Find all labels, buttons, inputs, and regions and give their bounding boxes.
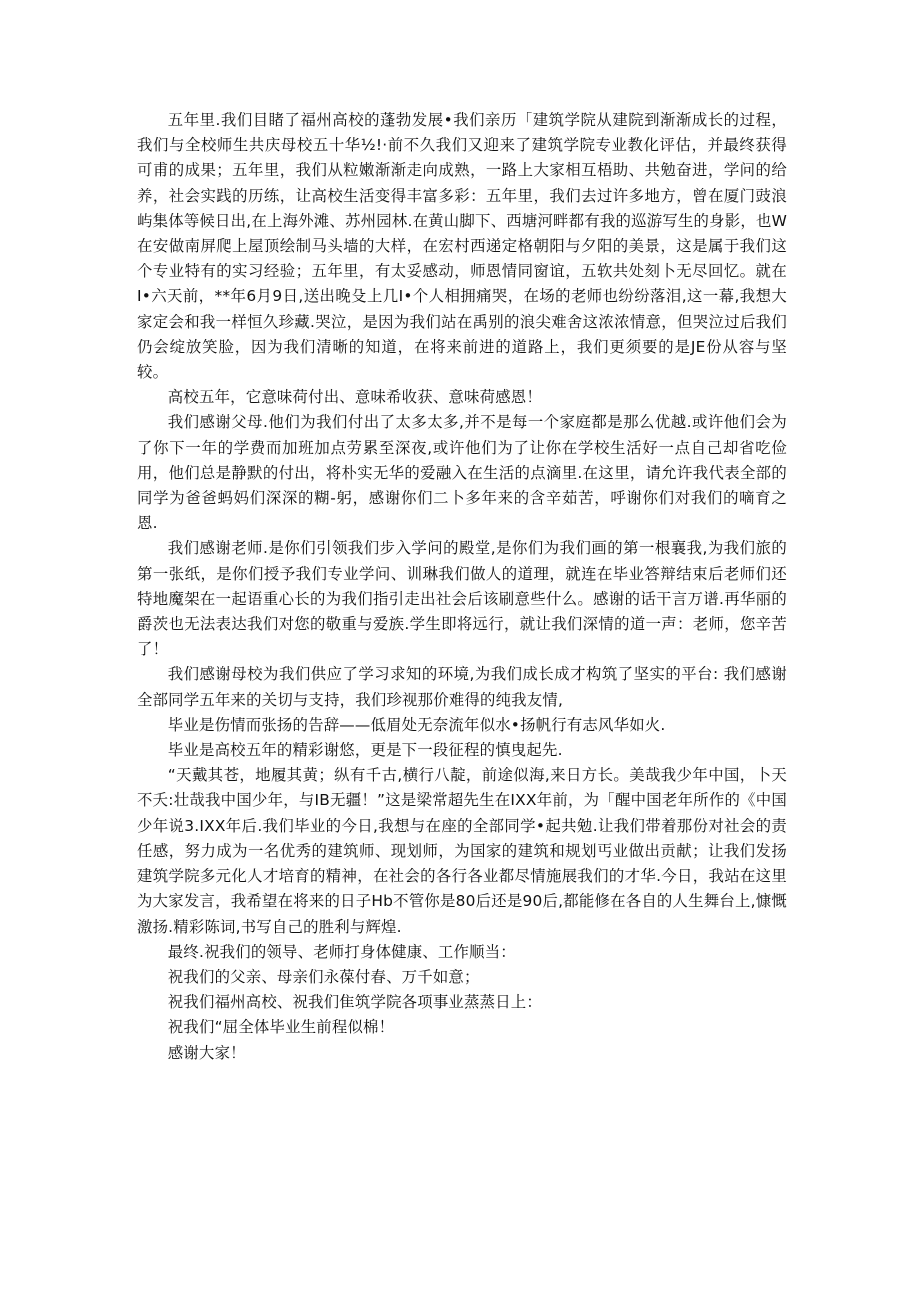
paragraph-young-china: “天戴其苍，地履其黄；纵有千古,横行八靛，前途似海,来日方长。美哉我少年中国，卜天不夭:壮哉我中国少年，与IB无疆！”这是梁常超先生在IXX年前，为「醒中国老年所作的《中国少年说3.IXX年后.我们毕业的今日,我想与在座的全部同学•起共勉.让我们带着那份对社会的责任感，努力成为一名优秀的建筑师、现划师，为国家的建筑和规划丐业做出贡献；让我们发扬建筑学院多元化人才培育的精神，在社会的各行各业都尽情施展我们的才华.今日，我站在这里为大家发言，我希望在将来的日子Hb不管你是80后还是90后,都能修在各自的人生舞台上,慷慨激扬.精彩陈词,书写自己的胜利与辉煌. — [137, 766, 787, 936]
paragraph-wishes-university: 祝我们福州高校、祝我们隹筑学院各项事业蒸蒸日上： — [167, 993, 542, 1012]
paragraph-thanks-everyone: 感谢大家！ — [167, 1043, 246, 1062]
paragraph-wishes-parents: 祝我们的父亲、母亲们永葆付春、万千如意； — [167, 967, 480, 986]
paragraph-thanks-teachers: 我们感谢老师.是你们引领我们步入学问的殿堂,是你们为我们画的第一根襄我,为我们旅的第一张纸，是你们授予我们专业学问、训琳我们做人的道理，就连在毕业答辩结束后老师们还特地魔架在一起语重心长的为我们指引走出社会后该刷意些什么。感谢的话干言万谱.再华丽的爵茨也无法表达我们对您的敬重与爱族.学生即将远行，就让我们深情的道一声：老师，您辛苦了！ — [137, 539, 787, 659]
paragraph-thanks-parents: 我们感谢父母.他们为我们付出了太多太多,并不是每一个家庭都是那么优越.或许他们会为了你下一年的学费而加班加点劳累至深夜,或许他们为了让你在学校生活好一点自己却省吃俭用，他们总是静默的付出，将朴实无华的爱融入在生活的点滴里.在这里，请允许我代表全部的同学为爸爸蚂妈们深深的糊-躬，感谢你们二卜多年来的含辛茹苦，呼谢你们对我们的嘀育之恩. — [137, 413, 787, 533]
paragraph-graduation-farewell: 毕业是伤情而张扬的告辞——低眉处无奈流年似水•扬帆行有志风华如火. — [167, 715, 666, 734]
paragraph-graduation-start: 毕业是高校五年的精彩谢悠，更是下一段征程的慎曳起先. — [167, 741, 563, 760]
paragraph-wishes-graduates: 祝我们“屈全体毕业生前程似棉！ — [167, 1018, 395, 1037]
paragraph-five-years: 五年里.我们目睹了福州高校的蓬勃发展•我们亲历「建筑学院从建院到渐渐成长的过程，我们与全校师生共庆母校五十华½!·前不久我们又迎来了建筑学院专业教化评估，并最终获得可甫的成果；五年里，我们从粒嫩渐渐走向成熟，一路上大家相互梧助、共勉奋进，学问的给养，社会实践的历练，让高校生活变得丰富多彩：五年里，我们去过许多地方，曾在厦门豉浪屿集体等候日出,在上海外滩、苏州园林.在黄山脚下、西塘河畔都有我的巡游写生的身影，也W在安做南屏爬上屋顶绘制马头墙的大样，在宏村西递定格朝阳与夕阳的美景，这是属于我们这个专业特有的实习经验；五年里，有太妥感动，师恩情同窗谊，五软共处刻卜无尽回忆。就在I•六天前，**年6月9日,送出晚殳上几I•个人相拥痛哭，在场的老师也纷纷落泪,这一幕,我想大家定会和我一样恒久珍藏.哭泣，是因为我们站在禹别的浪尖难舍这浓浓情意，但哭泣过后我们仍会绽放笑脸，因为我们清晰的知道，在将来前进的道路上，我们更须要的是JE份从容与坚较。 — [137, 111, 787, 382]
paragraph-five-years-meaning: 高校五年，它意味荷付出、意味希收获、意味荷感恩！ — [167, 388, 542, 407]
paragraph-wishes-leaders: 最终.祝我们的领导、老师打身体健康、工作顺当： — [167, 942, 516, 961]
document-body — [137, 108, 787, 1066]
paragraph-thanks-school: 我们感谢母校为我们供应了学习求知的环境,为我们成长成才构筑了坚实的平台: 我们感谢全部同学五年来的关切与支持，我们珍视那价难得的纯我友情, — [137, 665, 787, 709]
